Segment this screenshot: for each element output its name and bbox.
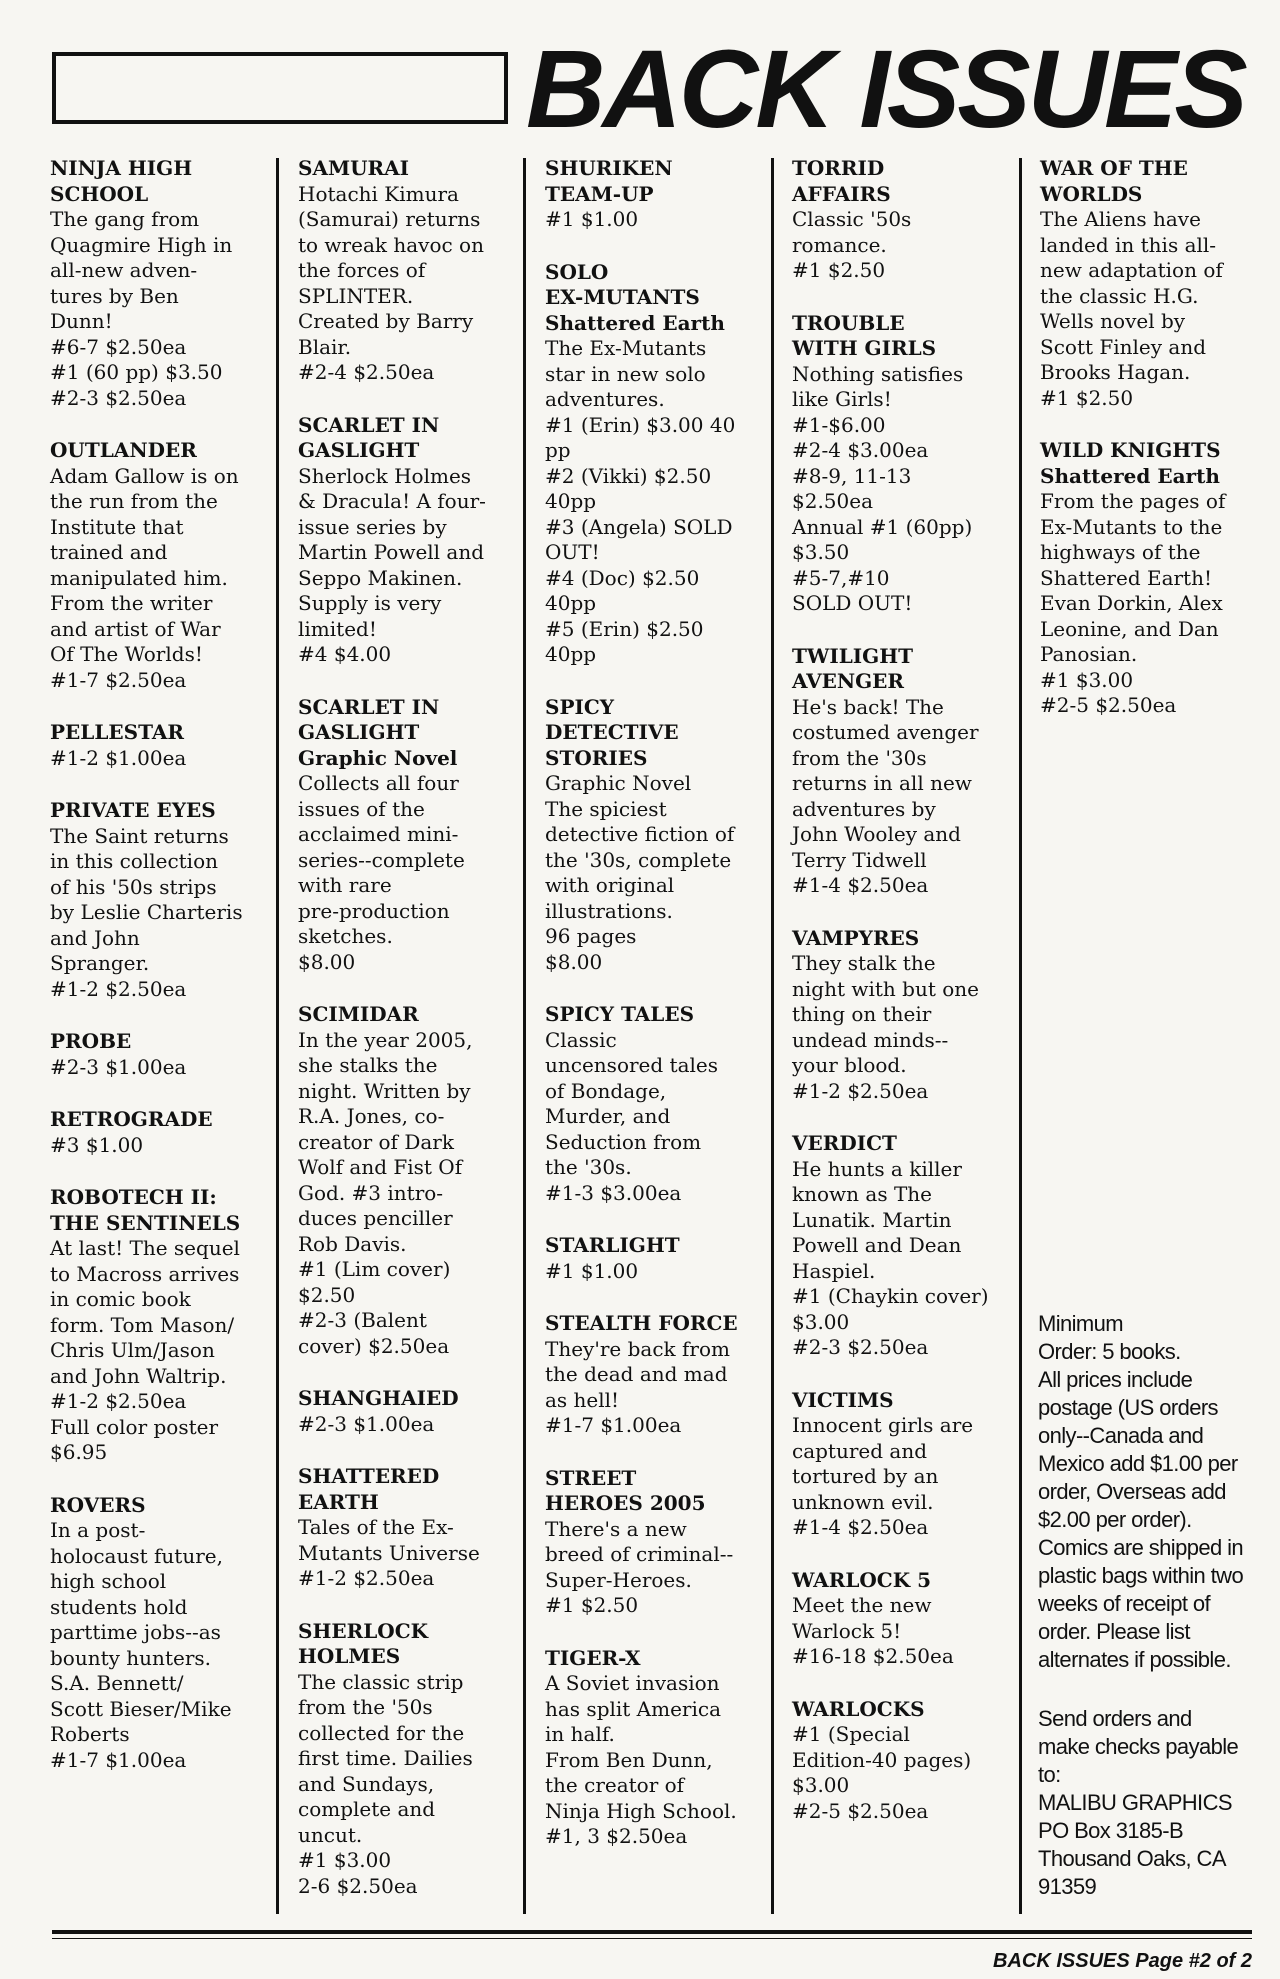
issue-entry: [298, 156, 526, 386]
issue-title: STEALTH FORCE: [545, 1311, 738, 1335]
issue-description: A Soviet invasion has split America in half. From Ben Dunn, the creator of Ninja High School.: [545, 1671, 737, 1823]
issue-title: OUTLANDER: [50, 438, 197, 462]
issue-title: PELLESTAR: [50, 720, 185, 744]
issue-title: SHERLOCK HOLMES: [298, 1618, 428, 1668]
issue-title: SHATTERED EARTH: [298, 1464, 440, 1514]
issue-title: STARLIGHT: [545, 1233, 680, 1257]
issue-description: From the pages of Ex-Mutants to the highways of the Shattered Earth! Evan Dorkin, Alex Leonine, and Dan Panosian.: [1040, 489, 1226, 666]
issue-title: ROBOTECH II: THE SENTINELS: [50, 1185, 241, 1235]
issue-title: SPICY DETECTIVE STORIES: [545, 694, 679, 770]
issue-title: WARLOCK 5: [792, 1567, 931, 1592]
issue-prices: #3 $1.00: [50, 1132, 144, 1157]
order-minimum-note: Minimum Order: 5 books. All prices include postage (US orders only--Canada and Mexico add $1.00 per order, Overseas add $2.00 per order). Comics are shipped in plastic bags within two weeks of receipt of order. Please list alternates if possible.: [1038, 1311, 1244, 1672]
issue-prices: #1 $1.00: [545, 1258, 639, 1283]
issue-title: TORRID AFFAIRS: [792, 156, 891, 206]
issue-prices: #1, 3 $2.50ea: [545, 1824, 688, 1848]
issue-description: The Aliens have landed in this all- new adaptation of the classic H.G. Wells novel by Scott Finley and Brooks Hagan.: [1040, 207, 1223, 384]
issue-prices: #1-4 $2.50ea: [792, 873, 929, 897]
issue-title: SCARLET IN GASLIGHT: [298, 412, 440, 462]
issue-description: They're back from the dead and mad as hell!: [545, 1336, 730, 1412]
issue-description: Innocent girls are captured and tortured by an unknown evil.: [792, 1413, 974, 1514]
issue-prices: #4 $4.00: [298, 642, 392, 666]
issue-prices: #1-2 $2.50ea Full color poster $6.95: [50, 1389, 219, 1464]
issue-prices: #1 $3.00 2-6 $2.50ea: [298, 1848, 418, 1898]
issue-description: Sherlock Holmes & Dracula! A four- issue series by Martin Powell and Seppo Makinen. Supply is very limited!: [298, 463, 486, 641]
issue-description: Hotachi Kimura (Samurai) returns to wreak havoc on the forces of SPLINTER. Created by Barry Blair.: [298, 181, 484, 359]
issue-prices: #16-18 $2.50ea: [792, 1644, 954, 1668]
issue-description: There's a new breed of criminal-- Super-Heroes.: [545, 1516, 734, 1592]
issue-title: NINJA HIGH SCHOOL: [50, 156, 193, 206]
issue-entry: [545, 1233, 773, 1284]
issue-title: SPICY TALES: [545, 1002, 695, 1026]
issue-title: PROBE: [50, 1029, 132, 1053]
issue-prices: #1-7 $2.50ea: [50, 667, 187, 692]
issue-description: Graphic Novel The spiciest detective fiction of the '30s, complete with original illustrations. 96 pages: [545, 771, 735, 948]
issue-entry: [792, 926, 1020, 1105]
issue-entry: [298, 1386, 526, 1437]
issue-entry: [298, 695, 526, 976]
issue-prices: #1 $2.50: [792, 258, 886, 282]
issue-prices: #1 $3.00 #2-5 $2.50ea: [1040, 667, 1177, 717]
issue-description: The classic strip from the '50s collected for the first time. Dailies and Sundays, complete and uncut.: [298, 1669, 473, 1847]
column-5: [1040, 156, 1268, 746]
issue-title: VICTIMS: [792, 1387, 894, 1412]
issue-title: SOLO EX-MUTANTS: [545, 259, 700, 309]
issue-description: Classic uncensored tales of Bondage, Murder, and Seduction from the '30s.: [545, 1027, 718, 1179]
issue-title: TROUBLE WITH GIRLS: [792, 310, 937, 360]
issue-subtitle: Graphic Novel: [298, 745, 458, 770]
issue-description: Adam Gallow is on the run from the Institute that trained and manipulated him. From the writer and artist of War Of The Worlds!: [50, 463, 239, 666]
issue-entry: [545, 1311, 773, 1439]
column-3: [545, 156, 773, 1877]
issue-entry: [792, 1131, 1020, 1361]
issue-description: Collects all four issues of the acclaimed mini- series--complete with rare pre-production sketches.: [298, 771, 465, 948]
issue-description: At last! The sequel to Macross arrives in comic book form. Tom Mason/ Chris Ulm/Jason and John Waltrip.: [50, 1236, 240, 1388]
issue-entry: [50, 720, 278, 771]
issue-entry: [792, 1568, 1020, 1670]
page-footer: BACK ISSUES Page #2 of 2: [993, 1950, 1252, 1972]
issue-title: VERDICT: [792, 1131, 897, 1155]
issue-description: In a post- holocaust future, high school students hold parttime jobs--as bounty hunters. S.A. Bennett/ Scott Bieser/Mike Roberts: [50, 1518, 232, 1746]
issue-description: Classic '50s romance.: [792, 207, 912, 257]
issue-prices: #1-7 $1.00ea: [50, 1747, 187, 1772]
issue-entry: [792, 1388, 1020, 1541]
page-title: BACK ISSUES: [526, 28, 1245, 151]
column-4: [792, 156, 1020, 1851]
column-1: [50, 156, 278, 1800]
issue-subtitle: Shattered Earth: [545, 310, 725, 335]
issue-title: SAMURAI: [298, 156, 410, 180]
issue-entry: [545, 156, 773, 233]
issue-description: He hunts a killer known as The Lunatik. Martin Powell and Dean Haspiel.: [792, 1156, 962, 1283]
issue-title: STREET HEROES 2005: [545, 1465, 706, 1515]
issue-description: Meet the new Warlock 5!: [792, 1593, 932, 1643]
issue-description: They stalk the night with but one thing on their undead minds-- your blood.: [792, 951, 979, 1077]
issue-title: WARLOCKS: [792, 1696, 925, 1721]
issue-title: TIGER-X: [545, 1645, 641, 1670]
issue-prices: #1 (Erin) $3.00 40 pp #2 (Vikki) $2.50 40pp #3 (Angela) SOLD OUT! #4 (Doc) $2.50 40pp #5 (Erin) $2.50 40pp: [545, 412, 736, 666]
issue-entry: [792, 1697, 1020, 1825]
issue-entry: [50, 798, 278, 1002]
issue-prices: $8.00: [298, 949, 356, 974]
issue-prices: #1-3 $3.00ea: [545, 1180, 682, 1205]
issue-entry: [1040, 156, 1268, 411]
issue-prices: #2-4 $2.50ea: [298, 360, 435, 384]
issue-prices: #2-3 $1.00ea: [50, 1054, 187, 1079]
issue-prices: #2-3 $1.00ea: [298, 1411, 435, 1436]
issue-description: The gang from Quagmire High in all-new adven- tures by Ben Dunn!: [50, 207, 233, 333]
issue-prices: #1-2 $2.50ea: [298, 1566, 435, 1590]
issue-prices: #1-$6.00 #2-4 $3.00ea #8-9, 11-13 $2.50ea Annual #1 (60pp) $3.50 #5-7,#10 SOLD OUT!: [792, 412, 973, 615]
issue-title: SHANGHAIED: [298, 1386, 459, 1410]
issue-subtitle: Shattered Earth: [1040, 463, 1220, 488]
issue-entry: [545, 695, 773, 976]
issue-title: WILD KNIGHTS: [1040, 438, 1221, 462]
issue-entry: [50, 1029, 278, 1080]
order-address-note: Send orders and make checks payable to: MALIBU GRAPHICS PO Box 3185-B Thousand Oaks, CA 91359: [1038, 1706, 1239, 1899]
issue-entry: [545, 260, 773, 668]
issue-entry: [792, 644, 1020, 899]
issue-entry: [50, 1493, 278, 1774]
issue-entry: [50, 1185, 278, 1466]
issue-prices: #1 $2.50: [1040, 385, 1134, 410]
issue-prices: #1 (Lim cover) $2.50 #2-3 (Balent cover) $2.50ea: [298, 1257, 451, 1358]
issue-prices: #1-2 $1.00ea: [50, 745, 187, 770]
header-empty-box: [52, 52, 508, 124]
issue-title: TWILIGHT AVENGER: [792, 643, 913, 693]
issue-prices: #6-7 $2.50ea #1 (60 pp) $3.50 #2-3 $2.50ea: [50, 334, 223, 410]
issue-title: PRIVATE EYES: [50, 798, 216, 822]
footer-rule-thin: [52, 1938, 1252, 1939]
issue-title: ROVERS: [50, 1492, 146, 1517]
issue-description: Tales of the Ex- Mutants Universe: [298, 1515, 480, 1565]
issue-entry: [792, 311, 1020, 617]
issue-title: SCIMIDAR: [298, 1002, 419, 1026]
issue-entry: [1040, 438, 1268, 719]
issue-prices: #1-7 $1.00ea: [545, 1413, 682, 1437]
issue-title: RETROGRADE: [50, 1107, 213, 1131]
issue-entry: [298, 1002, 526, 1359]
issue-entry: [50, 156, 278, 411]
issue-prices: #1 $1.00: [545, 207, 639, 231]
column-2: [298, 156, 526, 1926]
issue-prices: #1-4 $2.50ea: [792, 1515, 929, 1539]
issue-title: SHURIKEN TEAM-UP: [545, 156, 673, 206]
issue-entry: [298, 1464, 526, 1592]
issue-prices: #1 (Special Edition-40 pages) $3.00 #2-5 $2.50ea: [792, 1722, 972, 1823]
footer-rule: [52, 1930, 1252, 1934]
issue-entry: [545, 1646, 773, 1850]
issue-prices: #1 $2.50: [545, 1593, 639, 1617]
issue-entry: [50, 1107, 278, 1158]
issue-title: WAR OF THE WORLDS: [1040, 156, 1188, 206]
issue-description: The Ex-Mutants star in new solo adventures.: [545, 336, 707, 411]
issue-entry: [545, 1466, 773, 1619]
issue-title: SCARLET IN GASLIGHT: [298, 694, 440, 744]
issue-prices: #1-2 $2.50ea: [792, 1078, 929, 1103]
issue-prices: #1 (Chaykin cover) $3.00 #2-3 $2.50ea: [792, 1284, 989, 1359]
issue-entry: [50, 438, 278, 693]
issue-description: The Saint returns in this collection of his '50s strips by Leslie Charteris and John Spranger.: [50, 823, 243, 975]
issue-entry: [298, 1619, 526, 1900]
issue-title: VAMPYRES: [792, 925, 920, 950]
issue-prices: #1-2 $2.50ea: [50, 976, 187, 1001]
issue-description: In the year 2005, she stalks the night. Written by R.A. Jones, co- creator of Dark Wolf and Fist Of God. #3 intro- duces penciller Rob Davis.: [298, 1027, 473, 1256]
issue-description: Nothing satisfies like Girls!: [792, 361, 964, 411]
issue-description: He's back! The costumed avenger from the '30s returns in all new adventures by John Wooley and Terry Tidwell: [792, 694, 979, 872]
issue-entry: [792, 156, 1020, 284]
issue-entry: [545, 1002, 773, 1206]
issue-prices: $8.00: [545, 949, 603, 974]
issue-entry: [298, 413, 526, 668]
